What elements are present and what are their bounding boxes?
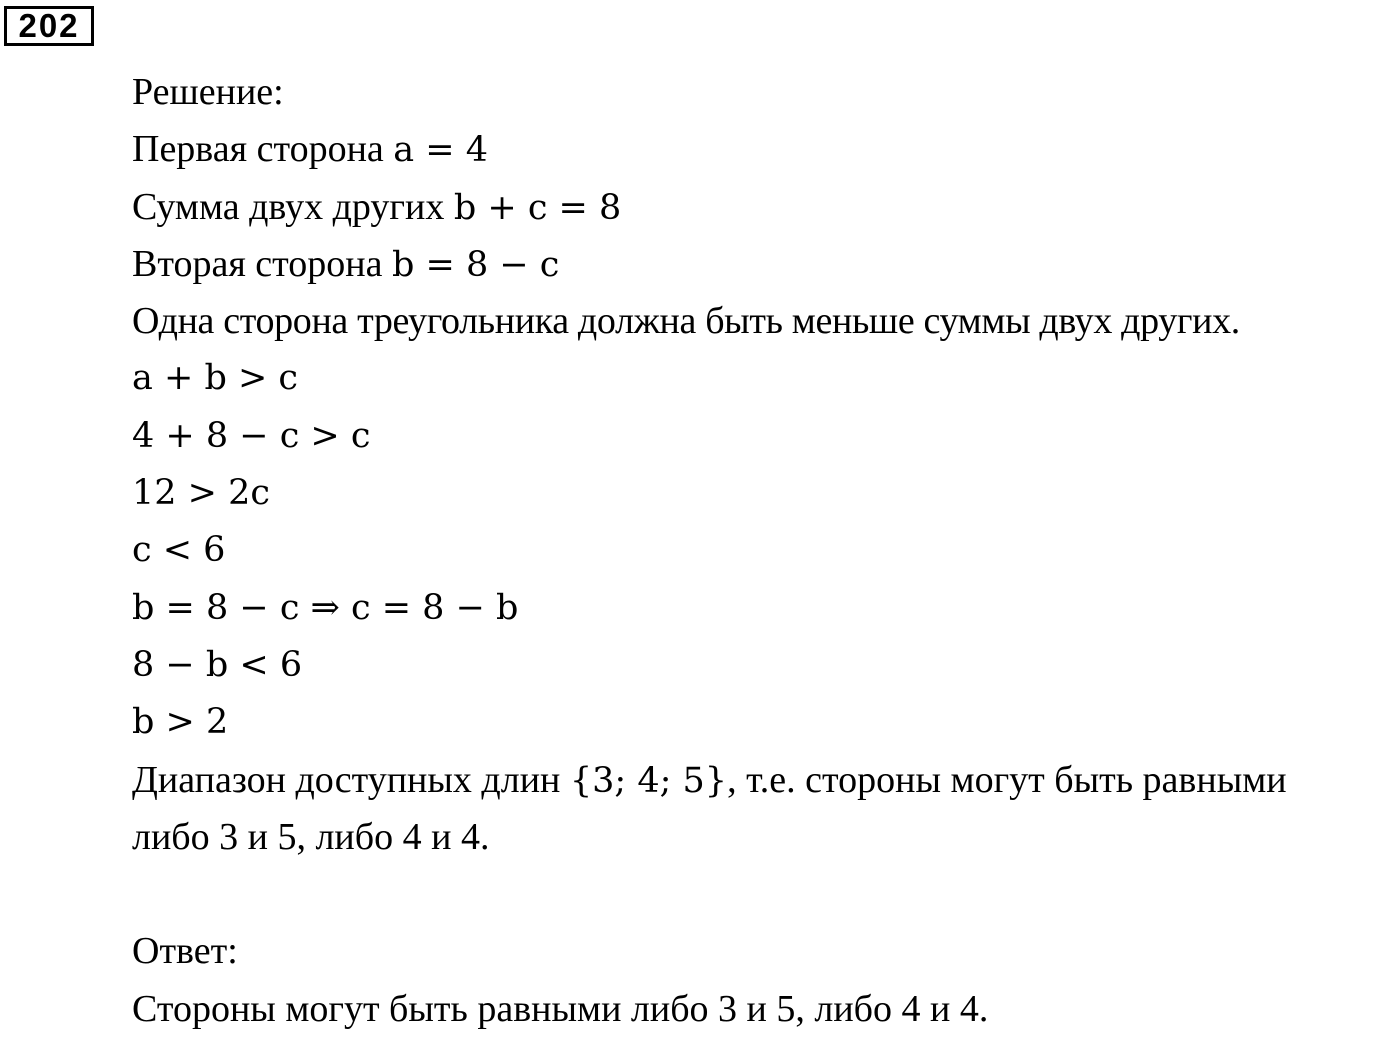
inequality-6: 8 − b < 6 — [132, 644, 303, 685]
range-continuation: либо 3 и 5, либо 4 и 4. — [132, 815, 490, 858]
blank-line — [132, 866, 1398, 923]
answer-text: Стороны могут быть равными либо 3 и 5, либо 4 и 4. — [132, 987, 989, 1030]
problem-number-box: 202 — [4, 6, 94, 46]
second-side-math: b = 8 − c — [391, 244, 560, 285]
range-line — [132, 752, 1398, 809]
answer-heading: Ответ: — [132, 930, 238, 973]
sum-other-math: b + c = 8 — [453, 187, 622, 228]
first-side-line — [132, 121, 1398, 178]
inequality-1: a + b > c — [132, 358, 299, 399]
solution-content — [132, 64, 1398, 1038]
first-side-text: Первая сторона — [132, 128, 384, 171]
inequality-3: 12 > 2c — [132, 473, 270, 514]
range-set: {3; 4; 5} — [569, 760, 728, 801]
inequality-4: c < 6 — [132, 530, 226, 571]
second-side-line — [132, 236, 1398, 293]
range-text-after: , т.е. стороны могут быть равными — [727, 758, 1287, 801]
inequality-2: 4 + 8 − c > c — [132, 415, 371, 456]
triangle-rule-line: Одна сторона треугольника должна быть меньше суммы двух других. — [132, 300, 1240, 343]
inequality-7: b > 2 — [132, 702, 229, 743]
second-side-text: Вторая сторона — [132, 242, 383, 285]
solution-heading: Решение: — [132, 71, 284, 113]
range-text-before: Диапазон доступных длин — [132, 758, 561, 801]
substitution-line: b = 8 − c ⇒ c = 8 − b — [132, 587, 519, 628]
first-side-math: a = 4 — [393, 130, 488, 171]
sum-other-text: Сумма двух других — [132, 185, 445, 228]
sum-other-line — [132, 179, 1398, 236]
